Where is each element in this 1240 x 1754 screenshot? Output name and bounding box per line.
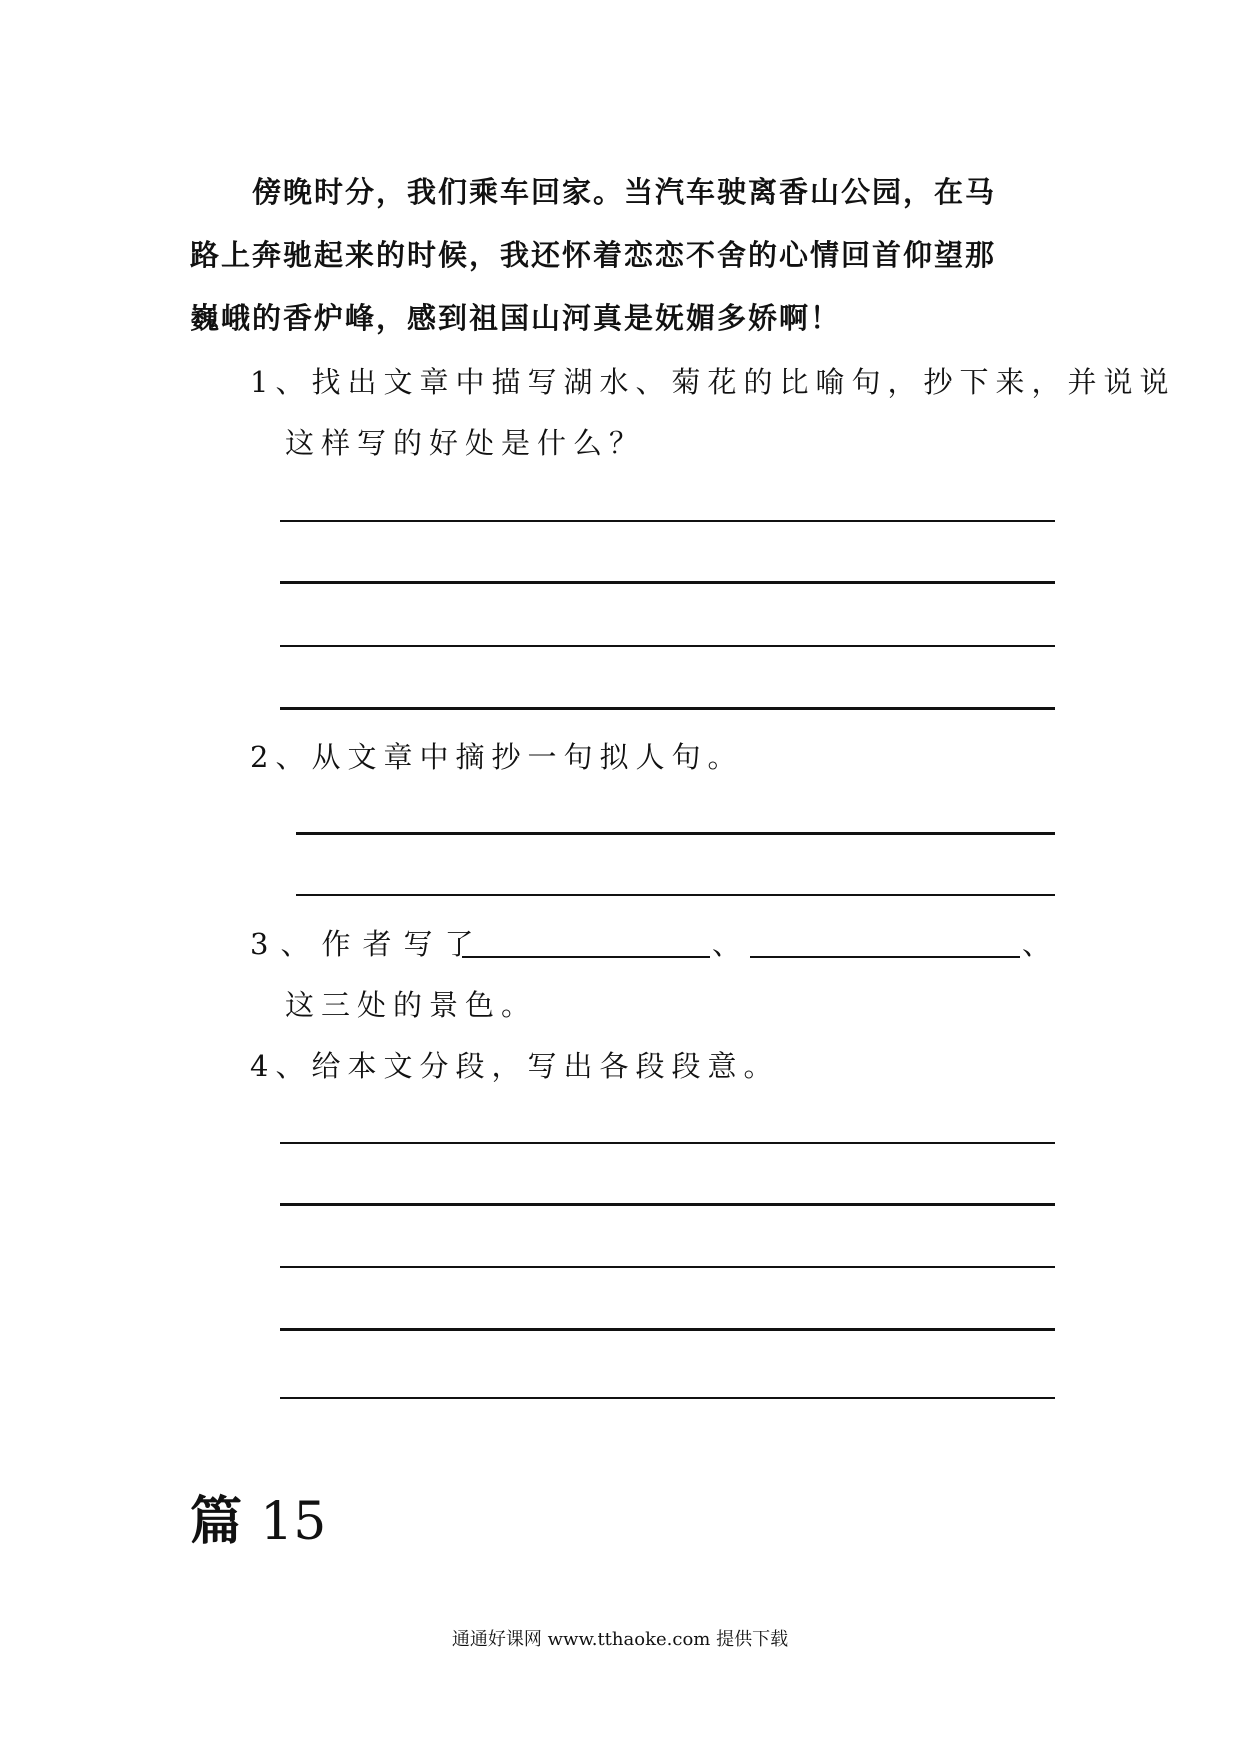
question-2-text: 2、从文章中摘抄一句拟人句。	[250, 740, 744, 774]
answer-line[interactable]	[280, 707, 1055, 710]
answer-line[interactable]	[280, 520, 1055, 522]
answer-line[interactable]	[296, 832, 1055, 835]
question-1-line-2: 这样写的好处是什么？	[285, 426, 646, 460]
answer-line[interactable]	[280, 1142, 1055, 1144]
question-3-prefix: 3、作者写了	[250, 927, 486, 961]
question-4-text: 4、给本文分段，写出各段段意。	[250, 1049, 780, 1083]
question-3-separator-2: 、	[1022, 927, 1059, 961]
question-3-separator-1: 、	[712, 927, 749, 961]
question-1-line-1: 1、找出文章中描写湖水、菊花的比喻句，抄下来，并说说	[250, 365, 1176, 399]
answer-line[interactable]	[280, 1328, 1055, 1331]
answer-line[interactable]	[296, 894, 1055, 896]
passage-line-1: 傍晚时分，我们乘车回家。当汽车驶离香山公园，在马	[190, 175, 997, 209]
answer-line[interactable]	[280, 581, 1055, 584]
answer-line[interactable]	[280, 1397, 1055, 1399]
section-heading	[190, 1490, 326, 1554]
passage-line-3: 巍峨的香炉峰，感到祖国山河真是妩媚多娇啊！	[190, 301, 842, 335]
section-heading-prefix: 篇	[190, 1491, 243, 1552]
answer-line[interactable]	[280, 1203, 1055, 1206]
fill-blank-2[interactable]	[750, 956, 1020, 958]
answer-line[interactable]	[280, 1266, 1055, 1268]
fill-blank-1[interactable]	[462, 956, 710, 958]
question-3-line-2: 这三处的景色。	[285, 988, 538, 1022]
footer-credit: 通通好课网 www.tthaoke.com 提供下载	[451, 1629, 789, 1650]
section-heading-number: 15	[260, 1492, 327, 1552]
passage-line-2: 路上奔驰起来的时候，我还怀着恋恋不舍的心情回首仰望那	[190, 238, 997, 272]
answer-line[interactable]	[280, 645, 1055, 647]
